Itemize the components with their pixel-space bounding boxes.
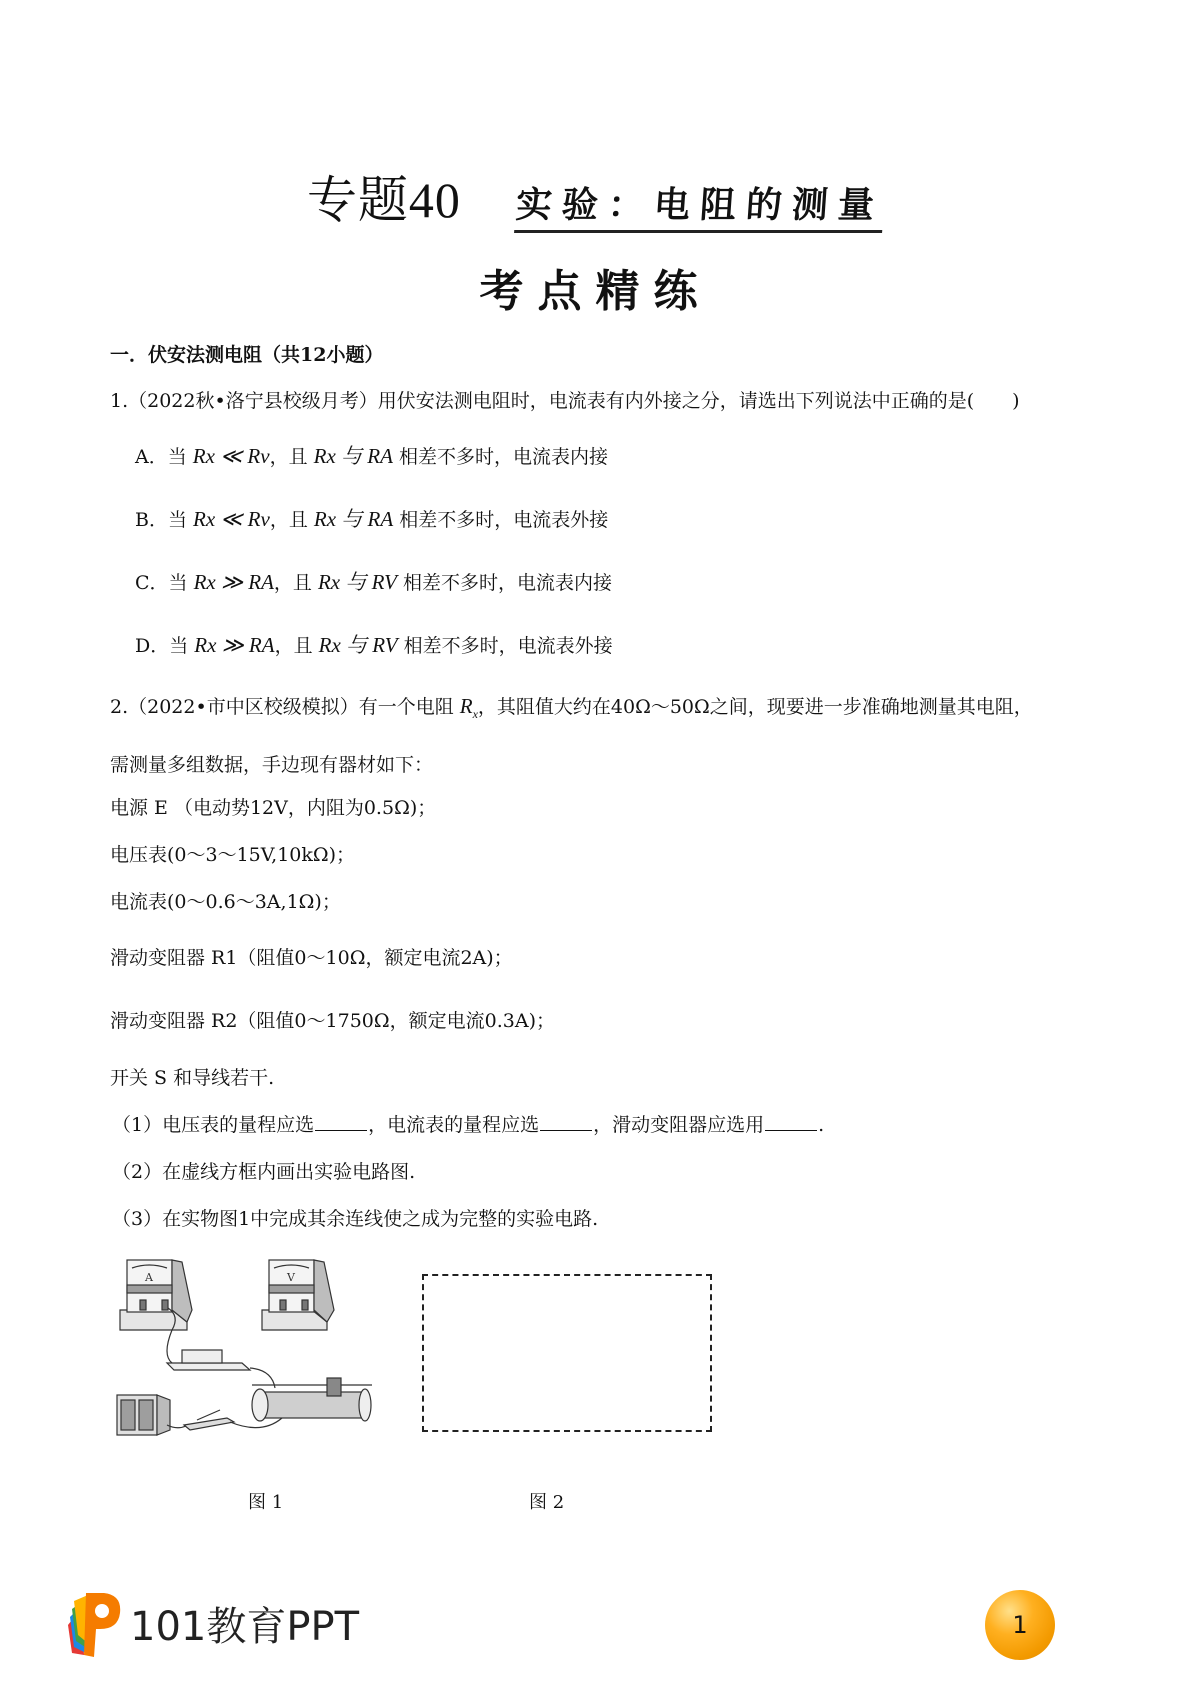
option-compare: Rx 与 RA	[313, 507, 394, 531]
topic-label: 专题40	[306, 172, 461, 228]
option-compare: Rx 与 RV	[317, 570, 397, 594]
option-text: ，且	[274, 635, 313, 657]
voltmeter-label: V	[287, 1271, 295, 1284]
resistor-rx-icon	[167, 1350, 250, 1370]
figure-1-caption: 图 1	[248, 1492, 284, 1513]
option-text: 当	[168, 572, 188, 594]
sub1-text-b: ，电流表的量程应选	[368, 1114, 540, 1136]
sub-question-3: （3）在实物图1中完成其余连线使之成为完整的实验电路.	[112, 1208, 599, 1230]
title-row	[0, 160, 1191, 233]
option-text: 相差不多时，电流表外接	[399, 509, 609, 531]
option-label: C．	[135, 572, 169, 594]
ammeter-label: A	[145, 1271, 153, 1284]
question-2-stem-b: ，其阻值大约在40Ω～50Ω之间，现要进一步准确地测量其电阻，	[477, 696, 1033, 718]
brand-logo-icon	[62, 1585, 124, 1660]
answer-blank-rheostat[interactable]	[765, 1130, 817, 1131]
option-b[interactable]	[135, 503, 608, 533]
question-2-stem	[110, 692, 1033, 722]
answer-blank-ammeter-range[interactable]	[540, 1130, 592, 1131]
option-condition: Rx ≪ Rv	[193, 507, 270, 531]
figure-2-dashed-answer-box[interactable]	[422, 1274, 712, 1432]
section-heading: 一．伏安法测电阻（共12小题）	[110, 344, 384, 366]
question-1-stem: 1.（2022秋•洛宁县校级月考）用伏安法测电阻时，电流表有内外接之分，请选出下列说法中正确的是( )	[110, 390, 1020, 412]
answer-blank-voltmeter-range[interactable]	[315, 1130, 367, 1131]
ammeter-icon	[120, 1260, 192, 1330]
equipment-ammeter: 电流表(0～0.6～3A,1Ω)；	[110, 891, 341, 913]
option-condition: Rx ≪ Rv	[192, 444, 270, 468]
option-c[interactable]	[135, 566, 612, 596]
equipment-rheostat-r1: 滑动变阻器 R1（阻值0～10Ω，额定电流2A)；	[110, 947, 513, 969]
page-number-badge	[985, 1590, 1055, 1660]
option-text: 当	[169, 635, 189, 657]
switch-icon	[184, 1410, 234, 1430]
sub1-text-d: .	[818, 1114, 825, 1136]
option-label: B．	[135, 509, 168, 531]
option-d[interactable]	[135, 629, 613, 659]
subtitle: 考点精练	[479, 266, 712, 317]
option-text: ，且	[269, 446, 308, 468]
option-text: 当	[167, 446, 187, 468]
option-label: D．	[135, 635, 170, 657]
sub1-text-c: ，滑动变阻器应选用	[593, 1114, 765, 1136]
battery-icon	[117, 1395, 170, 1435]
option-condition: Rx ≫ RA	[194, 633, 275, 657]
option-text: ，且	[273, 572, 312, 594]
page-number: 1	[1012, 1611, 1028, 1639]
equipment-switch: 开关 S 和导线若干.	[110, 1067, 275, 1089]
figure-1-circuit-apparatus	[112, 1250, 382, 1440]
sub-question-2: （2）在虚线方框内画出实验电路图.	[112, 1161, 416, 1183]
option-text: 当	[167, 509, 187, 531]
option-text: 相差不多时，电流表内接	[399, 446, 609, 468]
option-condition: Rx ≫ RA	[193, 570, 274, 594]
option-text: ，且	[269, 509, 308, 531]
rheostat-icon	[252, 1378, 372, 1421]
sub-question-1	[112, 1110, 824, 1137]
option-text: 相差不多时，电流表外接	[403, 635, 613, 657]
question-2-line2: 需测量多组数据，手边现有器材如下：	[110, 754, 434, 776]
option-label: A．	[135, 446, 168, 468]
option-text: 相差不多时，电流表内接	[402, 572, 612, 594]
brand-logo	[62, 1585, 362, 1660]
option-a[interactable]	[135, 440, 608, 470]
topic-title: 实验：电阻的测量	[514, 177, 886, 233]
figure-2-caption: 图 2	[529, 1492, 565, 1513]
question-2-stem-a: 2.（2022•市中区校级模拟）有一个电阻	[110, 696, 454, 718]
resistor-rx: $R_x$	[459, 694, 478, 722]
equipment-rheostat-r2: 滑动变阻器 R2（阻值0～1750Ω，额定电流0.3A)；	[110, 1010, 555, 1032]
equipment-voltmeter: 电压表(0～3～15V,10kΩ)；	[110, 844, 356, 866]
equipment-power: 电源 E （电动势12V，内阻为0.5Ω)；	[110, 797, 437, 819]
brand-name: 101教育PPT	[130, 1604, 360, 1650]
sub1-text-a: （1）电压表的量程应选	[112, 1114, 315, 1136]
option-compare: Rx 与 RV	[318, 633, 398, 657]
voltmeter-icon	[262, 1260, 334, 1330]
option-compare: Rx 与 RA	[313, 444, 393, 468]
